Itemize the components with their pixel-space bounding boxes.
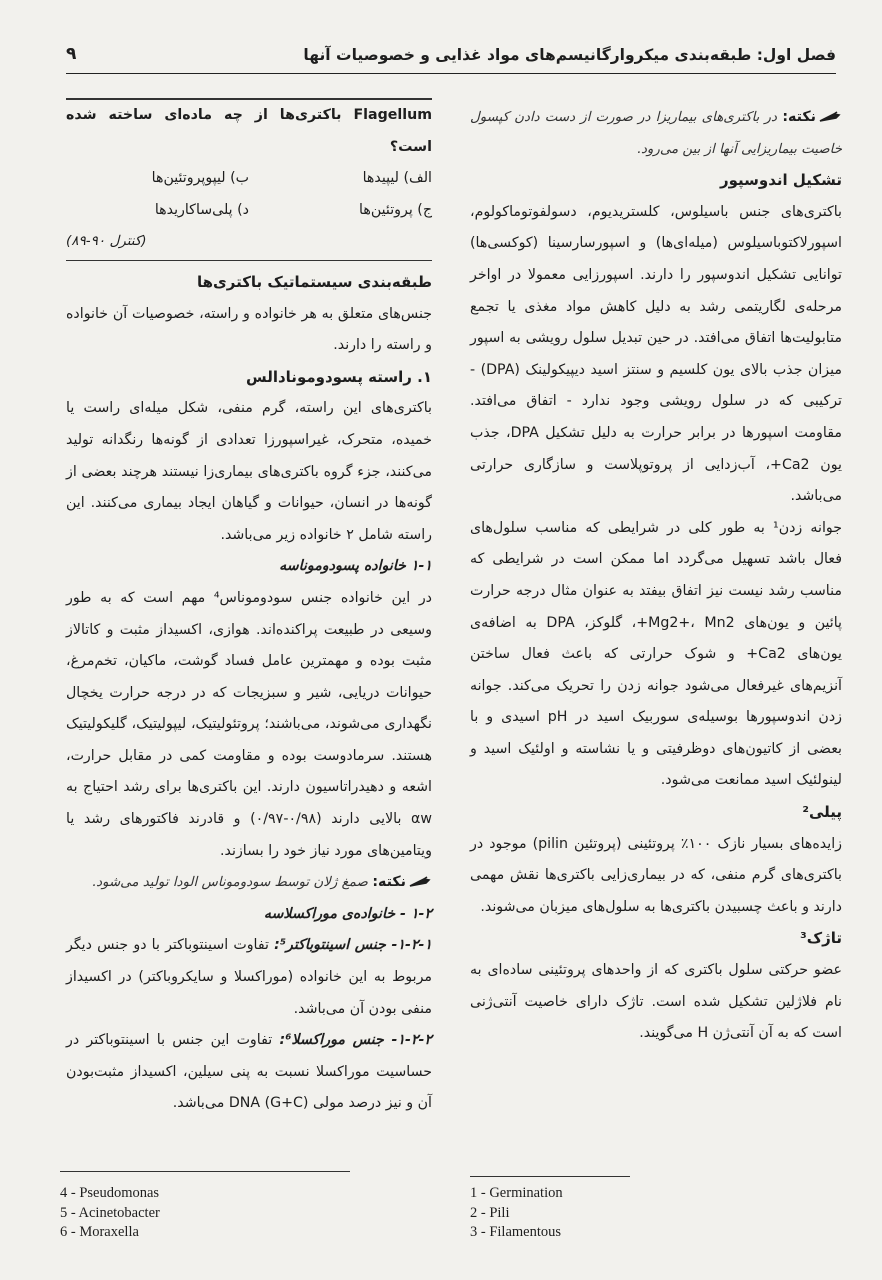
footnotes-left <box>60 1170 350 1243</box>
section-heading-flagella: تاژک³ <box>800 929 842 948</box>
paragraph-germination: جوانه زدن¹ به طور کلی در شرایطی که مناسب سلول‌های فعال باشد تسهیل می‌گردد اما ممکن است در شرایطی که مناسب رشد نیست نیز اتفاق بیفتد به عنوان مثال درجه حرارت پائین و یون‌های Mg2+، Mn2+، گلوکز، DPA به اضافه‌ی یون‌های Ca2+ و شوک حرارتی که باعث فعال ساختن آنزیم‌های غیرفعال می‌شود جوانه زدن را تحریک می‌کند. جوانه زدن اندوسپورها بوسیله‌ی سوربیک اسید در pH اسیدی و با بعضی از کاتیون‌های دوظرفیتی و یا نشاسته و اولئیک اسید و لینولئیک اسید ممانعت می‌شود. <box>470 519 842 789</box>
subheading-pseudomonadaceae: ۱-۱ خانواده پسودوموناسه <box>279 558 432 575</box>
note-label: نکته: <box>372 874 406 891</box>
question-box-divider <box>66 260 432 261</box>
option-a: الف) لیپیدها <box>362 170 432 187</box>
paragraph-moraxella <box>66 1025 432 1120</box>
chapter-title: فصل اول: طبقه‌بندی میکروارگانیسم‌های مواد غذایی و خصوصیات آنها <box>303 46 836 64</box>
section-heading-pili: پیلی² <box>802 803 842 822</box>
note-text: صمغ ژلان توسط سودوموناس الودا تولید می‌شود. <box>91 875 368 891</box>
option-b: ب) لیپوپروتئین‌ها <box>151 170 249 187</box>
footnote-item: 6 - Moraxella <box>60 1224 139 1240</box>
section-heading-systematic: طبقه‌بندی سیستماتیک باکتری‌ها <box>196 272 432 291</box>
paragraph-pili: زایده‌های بسیار نازک ۱۰۰٪ پروتئینی (پروتئین pilin) موجود در باکتری‌های گرم منفی، که در بیماری‌زایی باکتری‌ها نقش مهمی دارند و باعث چسبیدن باکتری‌ها به سلول‌های میزبان می‌شوند. <box>470 835 842 915</box>
footnotes-right <box>470 1170 760 1243</box>
subheading-moraxellaceae: ۱-۲ - خانواده‌ی موراکسلاسه <box>263 905 432 922</box>
header-divider <box>66 73 836 74</box>
note-2 <box>66 867 432 899</box>
note-text: در باکتری‌های بیماریزا در صورت از دست دادن کپسول خاصیت بیماریزایی آنها از بین می‌رود. <box>470 110 842 157</box>
question-options <box>66 163 432 226</box>
footnote-item: 3 - Filamentous <box>470 1224 562 1240</box>
note-1 <box>470 102 842 165</box>
footnote-item: 1 - Germination <box>470 1185 563 1201</box>
paragraph-pseudomonadaceae: در این خانواده جنس سودوموناس⁴ مهم است که به طور وسیعی در طبیعت پراکنده‌اند. هوازی، اکسیداز مثبت و کاتالاز مثبت بوده و مهمترین عامل فساد گوشت، ماکیان، تخم‌مرغ، حیوانات دریایی، شیر و سبزیجات که در درجه حرارت یخچال نگهداری می‌شوند، می‌باشند؛ پروتئولیتیک، لیپولیتیک، گلیکولیتیک هستند. سرمادوست بوده و مقاومت کمی در مقابل حرارت، اشعه و دهیدراتاسیون دارند. این باکتری‌ها برای رشد احتیاج به αw بالایی دارند (۰/۹۸-۰/۹۷) و قادرند فاکتورهای رشد یا ویتامین‌های مورد نیاز خود را بسازند. <box>66 589 432 859</box>
genus-label-acinetobacter: ۱-۲-۱- جنس اسینتوباکتر⁵: <box>274 937 432 954</box>
paragraph-pseudomonadales: باکتری‌های این راسته، گرم منفی، شکل میله‌ای راست یا خمیده، متحرک، غیراسپورزا تعدادی از گونه‌ها رنگدانه تولید می‌کنند، جزء گروه باکتری‌های بیماری‌زا نیستند هرچند بعضی از گونه‌ها در انسان، حیوانات و گیاهان ایجاد بیماری می‌کنند. این راسته شامل ۲ خانواده زیر می‌باشد. <box>66 400 432 543</box>
paragraph-systematic: جنس‌های متعلق به هر خانواده و راسته، خصوصیات آن خانواده و راسته را دارند. <box>66 305 432 354</box>
page-number: ۹ <box>66 44 77 64</box>
paragraph-flagella: عضو حرکتی سلول باکتری که از واحدهای پروتئینی ساده‌ای به نام فلاژلین تشکیل شده است. تاژک دارای خاصیت آنتی‌ژنی است که به آن آنتی‌ژن H می‌گویند. <box>470 962 842 1042</box>
note-label: نکته: <box>782 109 817 125</box>
footnote-item: 4 - Pseudomonas <box>60 1185 160 1201</box>
paragraph-endospore: باکتری‌های جنس باسیلوس، کلستریدیوم، دسولفوتوماکولوم، اسپورلاکتوباسیلوس (میله‌ای‌ها) و اسپورسارسینا (کوکسی‌ها) توانایی تشکیل اندوسپور را دارند. اسپورزایی معمولا در اواخر مرحله‌ی لگاریتمی رشد به دلیل کاهش مواد مغذی یا تجمع متابولیت‌ها اتفاق می‌افتد. در حین تبدیل سلول رویشی به اسپور میزان جذب بالای یون کلسیم و سنتز اسید دیپیکولینک (DPA) - ترکیبی که در سلول رویشی وجود ندارد - اتفاق می‌افتد. مقاومت اسپورها در برابر حرارت به دلیل تشکیل DPA، جذب یون Ca2+، آب‌زدایی از پروتوپلاست و سازگاری حرارتی می‌باشد. <box>470 203 842 505</box>
page-header <box>66 40 836 74</box>
footnote-item: 2 - Pili <box>470 1204 510 1221</box>
section-heading-endospore: تشکیل اندوسپور <box>719 171 842 190</box>
option-d: د) پلی‌ساکاریدها <box>154 201 249 218</box>
question-text: Flagellum باکتری‌ها از چه ماده‌ای ساخته شده است؟ <box>66 107 432 155</box>
footnote-item: 5 - Acinetobacter <box>60 1204 160 1221</box>
question-source: (کنترل ۹۰-۸۹) <box>66 233 147 250</box>
section-heading-pseudomonadales: ۱. راسته پسودومونادالس <box>246 367 432 386</box>
genus-text-acinetobacter: تفاوت اسینتوباکتر با دو جنس دیگر مربوط به این خانواده (موراکسلا و سایکروباکتر) در اکسیداز منفی بودن آن می‌باشد. <box>66 937 432 1017</box>
question-box <box>66 98 432 261</box>
genus-label-moraxella: ۱-۲-۲- جنس موراکسلا⁶: <box>279 1032 433 1049</box>
genus-text-moraxella: تفاوت این جنس با اسینتوباکتر در حساسیت موراکسلا نسبت به پنی سیلین، اکسیداز مثبت‌بودن آن و نیز درصد مولی DNA (G+C) می‌باشد. <box>66 1032 432 1112</box>
paragraph-acinetobacter <box>66 930 432 1025</box>
right-column <box>470 102 842 1050</box>
pen-icon <box>818 111 842 123</box>
pen-icon <box>408 876 432 888</box>
option-c: ج) پروتئین‌ها <box>359 201 432 218</box>
left-column <box>66 98 432 1120</box>
